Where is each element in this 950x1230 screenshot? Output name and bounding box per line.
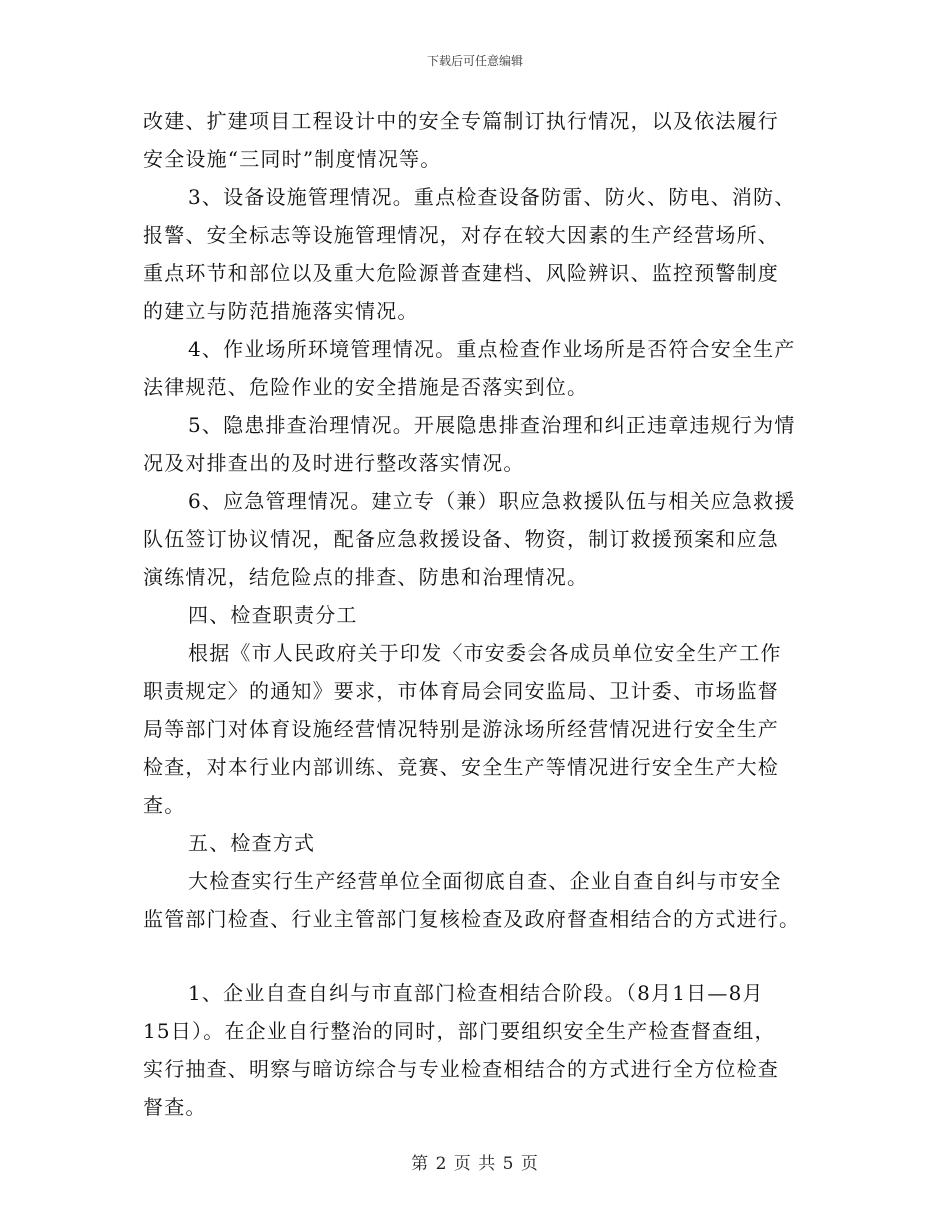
text-line: 6、应急管理情况。建立专（兼）职应急救援队伍与相关应急救援: [188, 489, 796, 513]
text-line: 队伍签订协议情况，配备应急救援设备、物资，制订救援预案和应急: [143, 527, 779, 551]
text-line: 督查。: [143, 1095, 207, 1119]
text-line: 职责规定〉的通知》要求，市体育局会同安监局、卫计委、市场监督: [143, 679, 779, 703]
text-line: 4、作业场所环境管理情况。重点检查作业场所是否符合安全生产: [188, 337, 796, 361]
document-body: [143, 102, 811, 1126]
text-line: 实行抽查、明察与暗访综合与专业检查相结合的方式进行全方位检查: [143, 1057, 779, 1081]
text-line: 查。: [143, 793, 186, 817]
text-line: 3、设备设施管理情况。重点检查设备防雷、防火、防电、消防、: [188, 185, 796, 209]
text-line: 监管部门检查、行业主管部门复核检查及政府督查相结合的方式进行。: [143, 907, 801, 931]
text-line: 安全设施“三同时”制度情况等。: [143, 147, 442, 171]
text-line: 报警、安全标志等设施管理情况，对存在较大因素的生产经营场所、: [143, 223, 779, 247]
section-heading: 五、检查方式: [188, 831, 316, 855]
paragraph-gap: [143, 938, 811, 974]
text-line: 改建、扩建项目工程设计中的安全专篇制订执行情况，以及依法履行: [143, 109, 779, 133]
page-number-footer: 第 2 页 共 5 页: [411, 1154, 539, 1174]
text-line: 的建立与防范措施落实情况。: [143, 299, 419, 323]
text-line: 局等部门对体育设施经营情况特别是游泳场所经营情况进行安全生产: [143, 717, 779, 741]
text-line: 大检查实行生产经营单位全面彻底自查、企业自查自纠与市安全: [188, 869, 782, 893]
text-line: 法律规范、危险作业的安全措施是否落实到位。: [143, 375, 589, 399]
text-line: 15日）。在企业自行整治的同时，部门要组织安全生产检查督查组，: [143, 1019, 776, 1043]
text-line: 演练情况，结危险点的排查、防患和治理情况。: [143, 565, 589, 589]
text-line: 1、企业自查自纠与市直部门检查相结合阶段。（8月1日—8月: [188, 981, 764, 1005]
section-heading: 四、检查职责分工: [188, 603, 358, 627]
text-line: 5、隐患排查治理情况。开展隐患排查治理和纠正违章违规行为情: [188, 413, 796, 437]
text-line: 重点环节和部位以及重大危险源普查建档、风险辨识、监控预警制度: [143, 261, 779, 285]
text-line: 根据《市人民政府关于印发〈市安委会各成员单位安全生产工作: [188, 641, 782, 665]
text-line: 检查，对本行业内部训练、竞赛、安全生产等情况进行安全生产大检: [143, 755, 779, 779]
page-header: 下载后可任意编辑: [426, 54, 523, 68]
text-line: 况及对排查出的及时进行整改落实情况。: [143, 451, 525, 475]
